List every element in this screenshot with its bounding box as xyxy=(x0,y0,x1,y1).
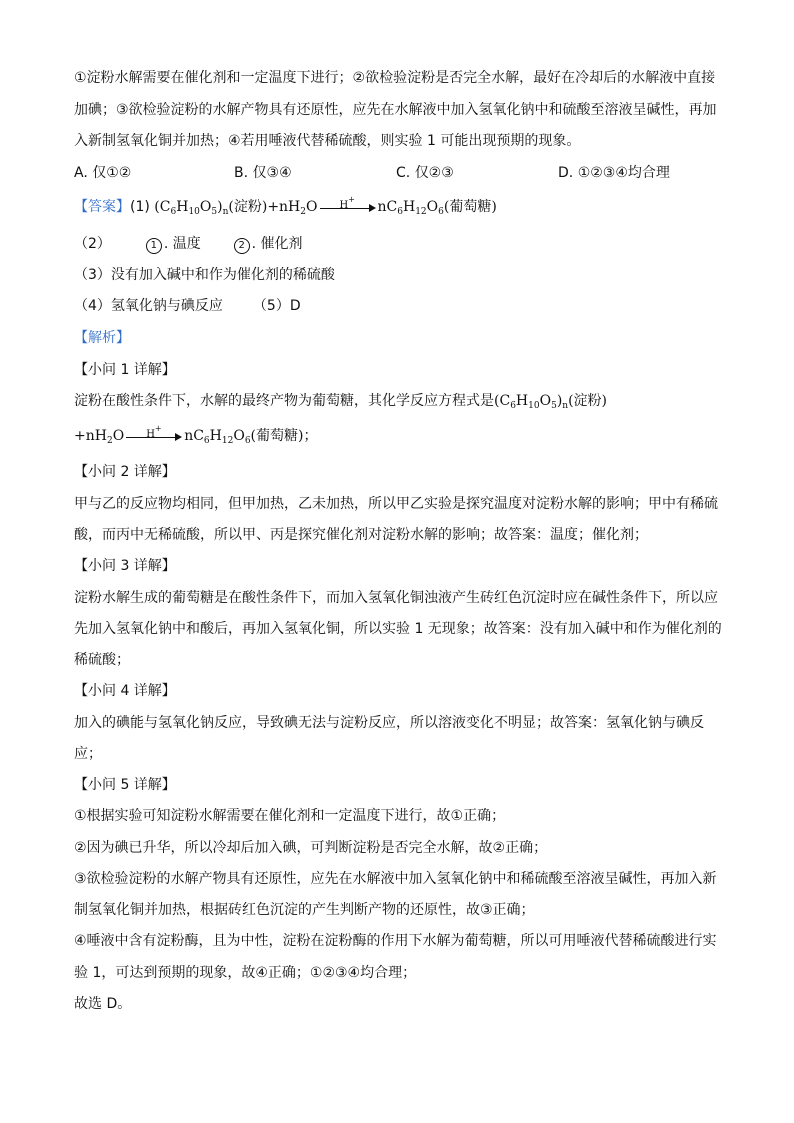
q5-line-1: ①根据实验可知淀粉水解需要在催化剂和一定温度下进行，故①正确； xyxy=(74,808,506,824)
answer-line-3: （3）没有加入碱中和作为催化剂的稀硫酸 xyxy=(74,267,335,283)
circle-number-1: 1 xyxy=(146,238,162,254)
q3-line-2: 先加入氢氧化钠中和酸后，再加入氢氧化铜，所以实验 1 无现象；故答案：没有加入碱中和作为催化剂的 xyxy=(74,621,722,637)
q4-heading: 【小问 4 详解】 xyxy=(74,683,176,699)
q5-line-5: ④唾液中含有淀粉酶，且为中性，淀粉在淀粉酶的作用下水解为葡萄糖，所以可用唾液代替稀硫酸进行实 xyxy=(74,933,717,949)
q2-heading: 【小问 2 详解】 xyxy=(74,464,176,480)
q3-line-3: 稀硫酸； xyxy=(74,652,130,668)
answer-label: 【答案】 xyxy=(74,199,130,215)
q5-line-3: ③欲检验淀粉的水解产物具有还原性，应先在水解液中加入氢氧化钠中和稀硫酸至溶液呈碱性，再加入新 xyxy=(74,871,717,887)
answer-line-2: （2） 1 . 温度 2 . 催化剂 xyxy=(74,236,303,252)
reaction-arrow-icon: H+ xyxy=(320,202,376,212)
answer-line-1: 【答案】(1) $(C_6H_{10}O_5)_n$(淀粉)$+nH_2O$ H+ $nC_6H_{12}O_6$(葡萄糖) xyxy=(74,195,497,217)
q4-line-2: 应； xyxy=(74,746,102,762)
q1-equation: $+nH_2O$ H+ $nC_6H_{12}O_6$(葡萄糖)； xyxy=(74,424,318,446)
question-line-3: 入新制氢氧化铜并加热；④若用唾液代替稀硫酸，则实验 1 可能出现预期的现象。 xyxy=(74,133,581,149)
q5-line-4: 制氢氧化铜并加热，根据砖红色沉淀的产生判断产物的还原性，故③正确； xyxy=(74,902,535,918)
option-c: C. 仅②③ xyxy=(396,165,454,181)
q1-text: 淀粉在酸性条件下，水解的最终产物为葡萄糖，其化学反应方程式是$(C_6H_{10}O_5)_n$(淀粉) xyxy=(74,393,608,411)
q3-line-1: 淀粉水解生成的葡萄糖是在酸性条件下，而加入氢氧化铜浊液产生砖红色沉淀时应在碱性条件下，所以应 xyxy=(74,590,718,606)
q5-line-7: 故选 D。 xyxy=(74,996,132,1012)
option-d: D. ①②③④均合理 xyxy=(558,165,670,181)
q5-line-2: ②因为碘已升华，所以冷却后加入碘，可判断淀粉是否完全水解，故②正确； xyxy=(74,840,548,856)
q5-heading: 【小问 5 详解】 xyxy=(74,777,176,793)
answer-line-4: （4）氢氧化钠与碘反应 （5）D xyxy=(74,298,301,314)
question-line-1: ①淀粉水解需要在催化剂和一定温度下进行；②欲检验淀粉是否完全水解，最好在冷却后的水解液中直接 xyxy=(74,70,716,86)
option-b: B. 仅③④ xyxy=(234,165,292,181)
q3-heading: 【小问 3 详解】 xyxy=(74,558,176,574)
q1-heading: 【小问 1 详解】 xyxy=(74,362,176,378)
option-a: A. 仅①② xyxy=(74,165,132,181)
circle-number-2: 2 xyxy=(234,238,250,254)
q2-line-2: 酸，而丙中无稀硫酸，所以甲、丙是探究催化剂对淀粉水解的影响；故答案：温度；催化剂； xyxy=(74,527,648,543)
question-line-2: 加碘；③欲检验淀粉的水解产物具有还原性，应先在水解液中加入氢氧化钠中和硫酸至溶液呈碱性，再加 xyxy=(74,102,717,118)
reaction-arrow-icon-2: H+ xyxy=(126,431,182,441)
equation-1: $(C_6H_{10}O_5)_n$(淀粉)$+nH_2O$ H+ $nC_6H_{12}O_6$(葡萄糖) xyxy=(154,195,497,217)
analysis-label: 【解析】 xyxy=(74,330,130,346)
q2-line-1: 甲与乙的反应物均相同，但甲加热，乙未加热，所以甲乙实验是探究温度对淀粉水解的影响；甲中有稀硫 xyxy=(74,496,718,512)
q5-line-6: 验 1，可达到预期的现象，故④正确；①②③④均合理； xyxy=(74,965,417,981)
q4-line-1: 加入的碘能与氢氧化钠反应，导致碘无法与淀粉反应，所以溶液变化不明显；故答案：氢氧化钠与碘反 xyxy=(74,715,704,731)
